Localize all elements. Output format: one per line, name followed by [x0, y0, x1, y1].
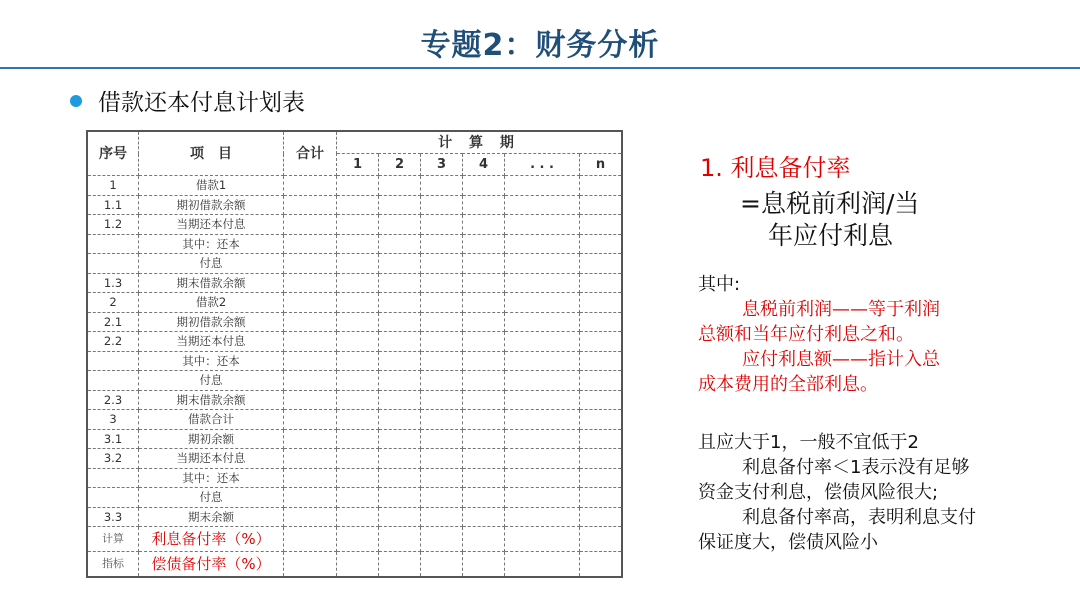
row-value-cell: [284, 468, 337, 488]
table-body: [87, 176, 622, 578]
indicator-value-cell: [421, 527, 463, 552]
row-value-cell: [421, 332, 463, 352]
row-value-cell: [580, 215, 623, 235]
row-no: 3.3: [87, 507, 139, 527]
row-item: 期初借款余额: [139, 312, 284, 332]
indicator-value-cell: [463, 527, 505, 552]
note-heading: 1. 利息备付率: [700, 154, 851, 182]
table-row: [87, 312, 622, 332]
row-value-cell: [379, 488, 421, 508]
row-value-cell: [580, 468, 623, 488]
row-value-cell: [337, 429, 379, 449]
indicator-value-cell: [379, 527, 421, 552]
row-value-cell: [337, 410, 379, 430]
formula-line-1: =息税前利润/当: [740, 189, 920, 218]
row-value-cell: [337, 332, 379, 352]
row-value-cell: [463, 488, 505, 508]
row-value-cell: [463, 429, 505, 449]
row-value-cell: [337, 449, 379, 469]
row-value-cell: [463, 293, 505, 313]
row-value-cell: [580, 488, 623, 508]
row-value-cell: [580, 312, 623, 332]
row-value-cell: [505, 371, 580, 391]
row-value-cell: [337, 468, 379, 488]
row-no: 1.3: [87, 273, 139, 293]
row-value-cell: [284, 390, 337, 410]
row-value-cell: [379, 429, 421, 449]
row-value-cell: [284, 273, 337, 293]
bullet-heading: [70, 84, 305, 117]
row-no: 2.2: [87, 332, 139, 352]
row-item: 借款合计: [139, 410, 284, 430]
conditions-block: [698, 430, 1038, 555]
row-item: 其中：还本: [139, 234, 284, 254]
table-row: [87, 215, 622, 235]
row-value-cell: [463, 507, 505, 527]
row-value-cell: [379, 293, 421, 313]
row-value-cell: [505, 176, 580, 196]
row-value-cell: [580, 449, 623, 469]
row-value-cell: [463, 312, 505, 332]
row-value-cell: [580, 371, 623, 391]
row-value-cell: [337, 254, 379, 274]
row-value-cell: [284, 312, 337, 332]
row-item: 借款2: [139, 293, 284, 313]
indicator-value-cell: [580, 527, 623, 552]
row-no: [87, 351, 139, 371]
row-value-cell: [580, 293, 623, 313]
row-value-cell: [284, 254, 337, 274]
row-value-cell: [284, 488, 337, 508]
table-row: [87, 332, 622, 352]
row-item: 期初余额: [139, 429, 284, 449]
cond-line-3: 资金支付利息，偿债风险很大;: [698, 482, 939, 503]
row-value-cell: [379, 351, 421, 371]
row-value-cell: [379, 215, 421, 235]
header-period-dots: . . .: [505, 154, 580, 176]
header-period-1: 1: [337, 154, 379, 176]
row-no: [87, 371, 139, 391]
def1-line-2: 总额和当年应付利息之和。: [698, 324, 914, 345]
repayment-plan-table: [86, 130, 623, 578]
row-item: 期末余额: [139, 507, 284, 527]
row-value-cell: [379, 332, 421, 352]
table-row: [87, 449, 622, 469]
row-no: 3.2: [87, 449, 139, 469]
bullet-dot-icon: [70, 95, 82, 107]
row-no: [87, 488, 139, 508]
table-row: [87, 468, 622, 488]
row-value-cell: [421, 429, 463, 449]
indicator-label: 指标: [87, 552, 139, 578]
table-row: [87, 410, 622, 430]
indicator-value-cell: [284, 527, 337, 552]
among-label: 其中:: [698, 274, 741, 295]
row-value-cell: [463, 390, 505, 410]
row-value-cell: [379, 312, 421, 332]
row-no: 2: [87, 293, 139, 313]
row-value-cell: [379, 254, 421, 274]
indicator-row: [87, 527, 622, 552]
row-value-cell: [505, 351, 580, 371]
row-value-cell: [421, 215, 463, 235]
row-value-cell: [580, 507, 623, 527]
def2-line-2: 成本费用的全部利息。: [698, 374, 878, 395]
row-item: 当期还本付息: [139, 449, 284, 469]
row-value-cell: [421, 195, 463, 215]
indicator-value-cell: [337, 552, 379, 578]
row-value-cell: [337, 390, 379, 410]
row-value-cell: [379, 273, 421, 293]
row-value-cell: [505, 449, 580, 469]
row-value-cell: [379, 507, 421, 527]
indicator-value-cell: [580, 552, 623, 578]
table-row: [87, 429, 622, 449]
row-value-cell: [580, 234, 623, 254]
row-value-cell: [337, 312, 379, 332]
row-no: [87, 234, 139, 254]
row-value-cell: [284, 410, 337, 430]
row-value-cell: [505, 468, 580, 488]
row-value-cell: [421, 488, 463, 508]
row-value-cell: [337, 371, 379, 391]
cond-line-2: 利息备付率＜1表示没有足够: [742, 457, 970, 478]
row-value-cell: [505, 488, 580, 508]
row-value-cell: [580, 332, 623, 352]
table-row: [87, 195, 622, 215]
row-value-cell: [580, 390, 623, 410]
row-item: 期初借款余额: [139, 195, 284, 215]
row-value-cell: [379, 176, 421, 196]
row-item: 期末借款余额: [139, 390, 284, 410]
table-row: [87, 176, 622, 196]
row-item: 借款1: [139, 176, 284, 196]
row-value-cell: [463, 273, 505, 293]
header-total: 合计: [284, 131, 337, 176]
row-no: 3.1: [87, 429, 139, 449]
row-item: 付息: [139, 254, 284, 274]
row-value-cell: [463, 215, 505, 235]
row-value-cell: [337, 507, 379, 527]
row-no: 1: [87, 176, 139, 196]
row-value-cell: [284, 449, 337, 469]
indicator-value-cell: [505, 552, 580, 578]
row-value-cell: [337, 293, 379, 313]
row-item: 付息: [139, 488, 284, 508]
row-value-cell: [284, 293, 337, 313]
row-value-cell: [505, 312, 580, 332]
table-row: [87, 390, 622, 410]
row-value-cell: [421, 312, 463, 332]
table-row: [87, 254, 622, 274]
row-value-cell: [505, 234, 580, 254]
row-value-cell: [284, 176, 337, 196]
header-period-4: 4: [463, 154, 505, 176]
title-divider: [0, 67, 1080, 69]
row-value-cell: [580, 429, 623, 449]
row-value-cell: [337, 351, 379, 371]
def1-line-1: 息税前利润——等于利润: [742, 299, 940, 320]
header-item: 项 目: [139, 131, 284, 176]
definitions-block: [698, 272, 1038, 397]
table-row: [87, 371, 622, 391]
row-no: 2.3: [87, 390, 139, 410]
bullet-text: 借款还本付息计划表: [98, 90, 305, 116]
row-value-cell: [421, 507, 463, 527]
row-value-cell: [379, 468, 421, 488]
row-value-cell: [379, 195, 421, 215]
row-value-cell: [505, 507, 580, 527]
row-value-cell: [505, 273, 580, 293]
row-value-cell: [463, 371, 505, 391]
row-value-cell: [421, 273, 463, 293]
row-value-cell: [284, 195, 337, 215]
row-value-cell: [421, 176, 463, 196]
row-value-cell: [379, 234, 421, 254]
row-value-cell: [284, 215, 337, 235]
indicator-value-cell: [463, 552, 505, 578]
table-header-row: [87, 131, 622, 154]
indicator-row: [87, 552, 622, 578]
table-row: [87, 234, 622, 254]
row-value-cell: [463, 351, 505, 371]
row-value-cell: [379, 449, 421, 469]
row-value-cell: [337, 215, 379, 235]
indicator-value-cell: [337, 527, 379, 552]
table-row: [87, 507, 622, 527]
indicator-value-cell: [379, 552, 421, 578]
row-value-cell: [421, 390, 463, 410]
header-no: 序号: [87, 131, 139, 176]
row-value-cell: [505, 332, 580, 352]
def2-line-1: 应付利息额——指计入总: [742, 349, 940, 370]
row-value-cell: [284, 332, 337, 352]
row-no: 1.2: [87, 215, 139, 235]
row-value-cell: [580, 410, 623, 430]
row-value-cell: [421, 234, 463, 254]
row-value-cell: [421, 254, 463, 274]
row-value-cell: [337, 273, 379, 293]
row-value-cell: [463, 468, 505, 488]
row-value-cell: [421, 468, 463, 488]
row-value-cell: [284, 234, 337, 254]
row-value-cell: [379, 410, 421, 430]
indicator-value-cell: [421, 552, 463, 578]
indicator-value-cell: [284, 552, 337, 578]
indicator-name: 利息备付率（%）: [139, 527, 284, 552]
row-value-cell: [580, 351, 623, 371]
row-value-cell: [580, 254, 623, 274]
row-value-cell: [463, 449, 505, 469]
row-item: 当期还本付息: [139, 332, 284, 352]
row-value-cell: [505, 195, 580, 215]
row-value-cell: [580, 195, 623, 215]
row-value-cell: [580, 273, 623, 293]
row-value-cell: [337, 195, 379, 215]
row-value-cell: [463, 254, 505, 274]
row-value-cell: [505, 293, 580, 313]
row-value-cell: [463, 176, 505, 196]
header-period: 计 算 期: [337, 131, 623, 154]
row-item: 付息: [139, 371, 284, 391]
row-value-cell: [463, 332, 505, 352]
table-row: [87, 293, 622, 313]
header-period-3: 3: [421, 154, 463, 176]
cond-line-1: 且应大于1，一般不宜低于2: [698, 432, 919, 453]
row-value-cell: [284, 429, 337, 449]
table-row: [87, 273, 622, 293]
row-value-cell: [505, 429, 580, 449]
row-value-cell: [505, 254, 580, 274]
row-item: 期末借款余额: [139, 273, 284, 293]
slide-title: 专题2：财务分析: [420, 28, 660, 63]
cond-line-5: 保证度大，偿债风险小: [698, 532, 878, 553]
row-item: 当期还本付息: [139, 215, 284, 235]
row-value-cell: [337, 176, 379, 196]
header-period-n: n: [580, 154, 623, 176]
row-value-cell: [505, 390, 580, 410]
row-no: [87, 468, 139, 488]
table-row: [87, 488, 622, 508]
row-value-cell: [505, 215, 580, 235]
indicator-name: 偿债备付率（%）: [139, 552, 284, 578]
row-item: 其中：还本: [139, 351, 284, 371]
row-value-cell: [284, 507, 337, 527]
row-no: 1.1: [87, 195, 139, 215]
note-formula: [740, 188, 980, 252]
table-row: [87, 351, 622, 371]
row-value-cell: [421, 351, 463, 371]
row-value-cell: [421, 293, 463, 313]
cond-line-4: 利息备付率高，表明利息支付: [742, 507, 976, 528]
row-value-cell: [284, 371, 337, 391]
row-item: 其中：还本: [139, 468, 284, 488]
row-value-cell: [284, 351, 337, 371]
row-value-cell: [337, 234, 379, 254]
row-no: 2.1: [87, 312, 139, 332]
row-value-cell: [463, 195, 505, 215]
row-value-cell: [463, 410, 505, 430]
formula-line-2: 年应付利息: [768, 221, 894, 250]
row-no: 3: [87, 410, 139, 430]
indicator-label: 计算: [87, 527, 139, 552]
row-value-cell: [505, 410, 580, 430]
row-value-cell: [337, 488, 379, 508]
row-value-cell: [421, 449, 463, 469]
row-value-cell: [463, 234, 505, 254]
header-period-2: 2: [379, 154, 421, 176]
row-value-cell: [379, 371, 421, 391]
row-value-cell: [421, 410, 463, 430]
indicator-value-cell: [505, 527, 580, 552]
row-value-cell: [379, 390, 421, 410]
row-no: [87, 254, 139, 274]
row-value-cell: [580, 176, 623, 196]
row-value-cell: [421, 371, 463, 391]
